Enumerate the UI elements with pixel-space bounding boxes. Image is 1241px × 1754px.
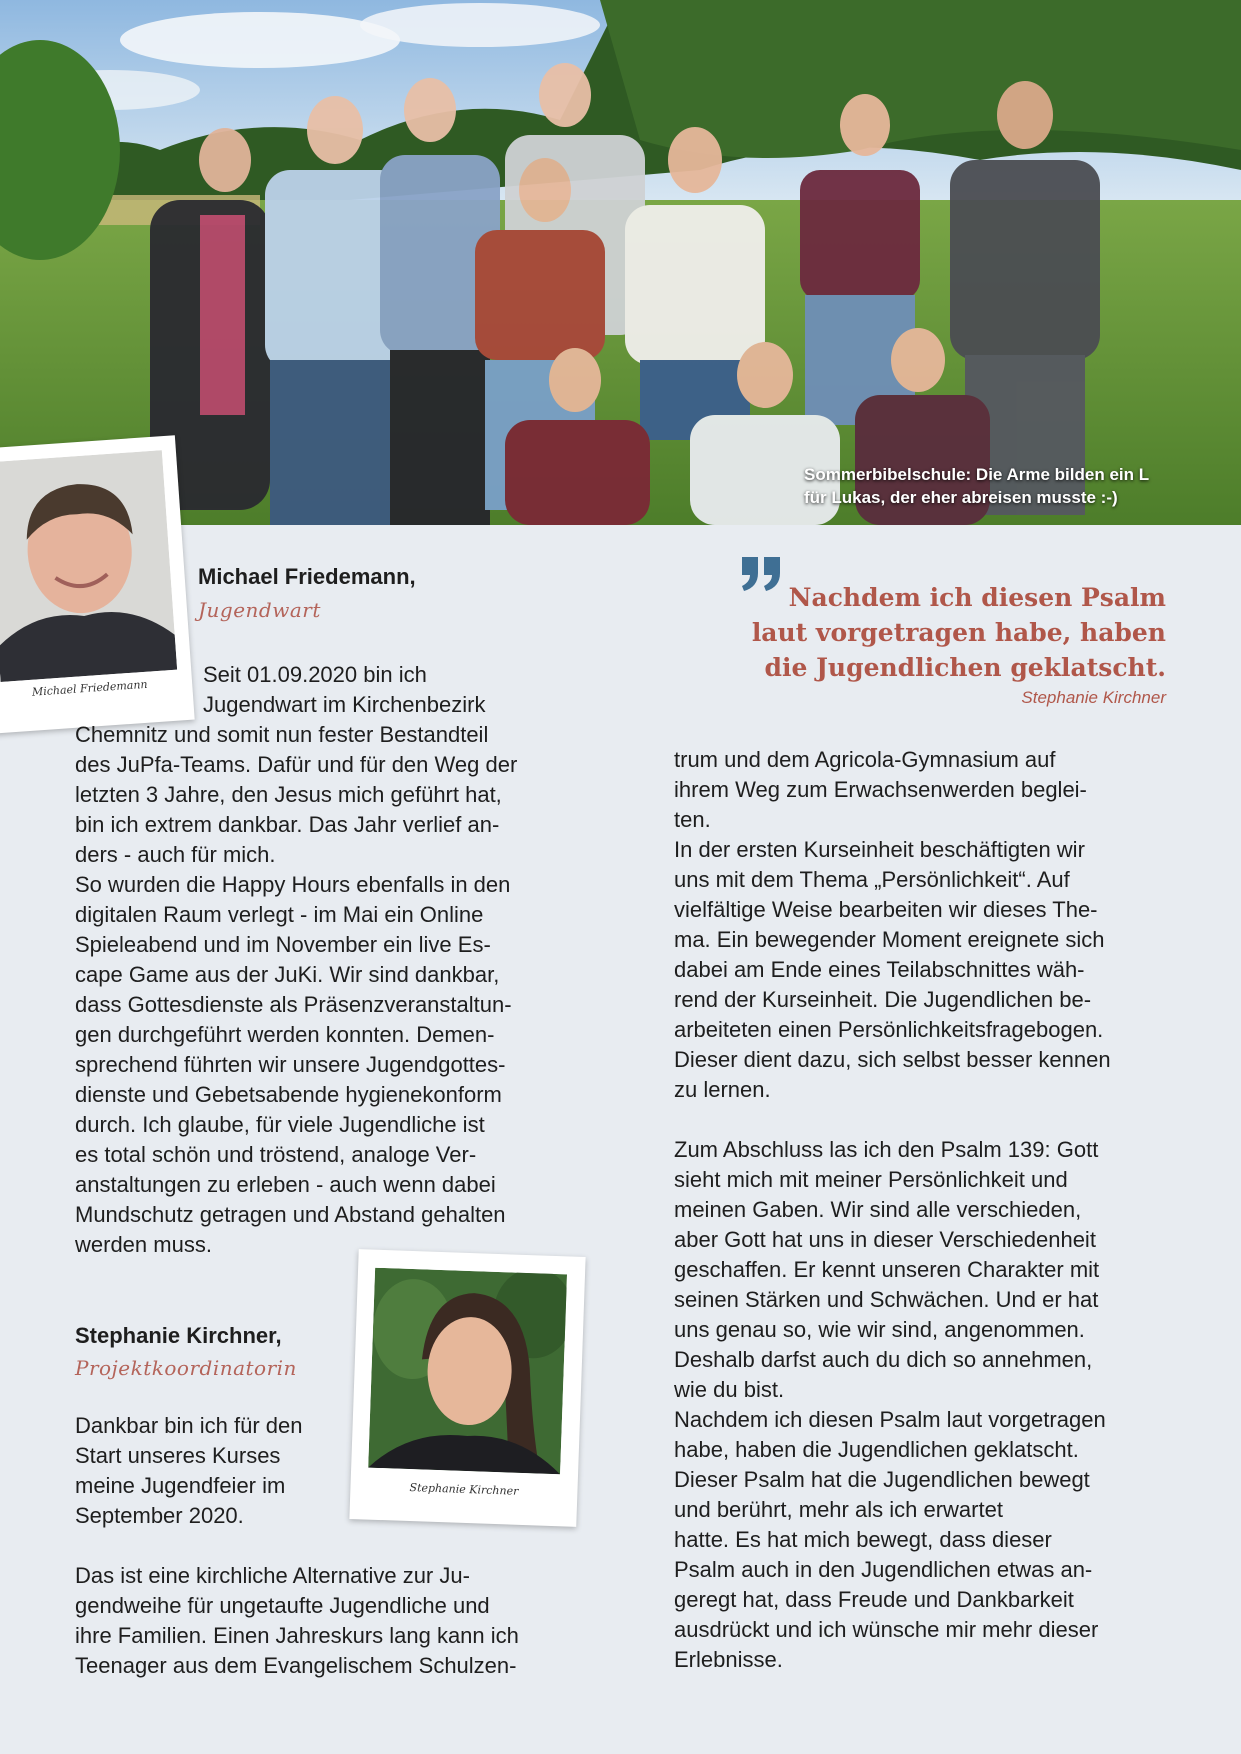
right-column-text: trum und dem Agricola-Gymnasium auf ihrem Weg zum Erwachsenwerden beglei- ten. In der ersten Kurseinheit beschäftigten wir uns mit dem Thema „Persönlichkeit“. Auf vielfältige Weise bearbeiten wir dieses The- ma. Ein bewegender Moment ereignete sich dabei am Ende eines Teilabschnittes wäh- rend der Kurseinheit. Die Jugendlichen be- arbeiteten einen Persönlichkeitsfragebogen. Dieser dient dazu, sich selbst besser kennen zu lernen. Zum Abschluss las ich den Psalm 139: Gott sieht mich mit meiner Persönlichkeit und meinen Gaben. Wir sind alle verschieden, aber Gott hat uns in dieser Verschiedenheit geschaffen. Er kennt unseren Charakter mit seinen Stärken und Schwächen. Und er hat uns genau so, wie wir sind, angenommen. Deshalb darfst auch du dich so annehmen, wie du bist. Nachdem ich diesen Psalm laut vorgetragen habe, haben die Jugendlichen geklatscht. Dieser Psalm hat die Jugendlichen bewegt und berührt, mehr als ich erwartet hatte. Es hat mich bewegt, dass dieser Psalm auch in den Jugendlichen etwas an- geregt hat, dass Freude und Dankbarkeit ausdrückt und ich wünsche mir mehr dieser Erlebnisse.	[674, 747, 1111, 1672]
michael-body-text: Chemnitz und somit nun fester Bestandteil des JuPfa-Teams. Dafür und für den Weg der letzten 3 Jahre, den Jesus mich geführt hat, bin ich extrem dankbar. Das Jahr verlief an- ders - auch für mich. So wurden die Happy Hours ebenfalls in den digitalen Raum verlegt - im Mai ein Online Spieleabend und im November ein live Es- cape Game aus der JuKi. Wir sind dankbar, dass Gottesdienste als Präsenzveranstaltun- gen durchgeführt werden konnten. Demen- sprechend führten wir unsere Jugendgottes- dienste und Gebetsabende hygienekonform durch. Ich glaube, für viele Jugendliche ist es total schön und tröstend, analoge Ver- anstaltungen zu erleben - auch wenn dabei Mundschutz getragen und Abstand gehalten werden muss.	[75, 722, 518, 1257]
michael-signature: Michael Friedemann	[31, 677, 148, 699]
pull-quote-text: Nachdem ich diesen Psalm laut vorgetragen habe, haben die Jugendlichen geklatscht.	[751, 583, 1166, 682]
michael-portrait-photo	[0, 450, 177, 682]
michael-name: Michael Friedemann,	[198, 564, 416, 589]
photo-caption: Sommerbibelschule: Die Arme bilden ein L für Lukas, der eher abreisen musste :-)	[804, 465, 1150, 507]
michael-role: Jugendwart	[198, 598, 321, 622]
group-photo-illustration	[0, 0, 1241, 525]
michael-intro-text: Seit 01.09.2020 bin ich Jugendwart im Kirchenbezirk	[203, 662, 486, 717]
stephanie-name: Stephanie Kirchner,	[75, 1323, 282, 1348]
stephanie-portrait-photo	[368, 1268, 567, 1475]
stephanie-role: Projektkoordinatorin	[75, 1356, 297, 1380]
pull-quote-author: Stephanie Kirchner	[1021, 688, 1166, 707]
stephanie-intro-text: Dankbar bin ich für den Start unseres Kurses meine Jugendfeier im September 2020.	[75, 1413, 303, 1528]
michael-portrait-polaroid	[0, 435, 195, 734]
hero-photo	[0, 0, 1241, 525]
stephanie-signature: Stephanie Kirchner	[409, 1481, 519, 1498]
stephanie-body-text: Das ist eine kirchliche Alternative zur Ju- gendweihe für ungetaufte Jugendliche und ihre Familien. Einen Jahreskurs lang kann ich Teenager aus dem Evangelischem Schulzen-	[75, 1563, 519, 1678]
